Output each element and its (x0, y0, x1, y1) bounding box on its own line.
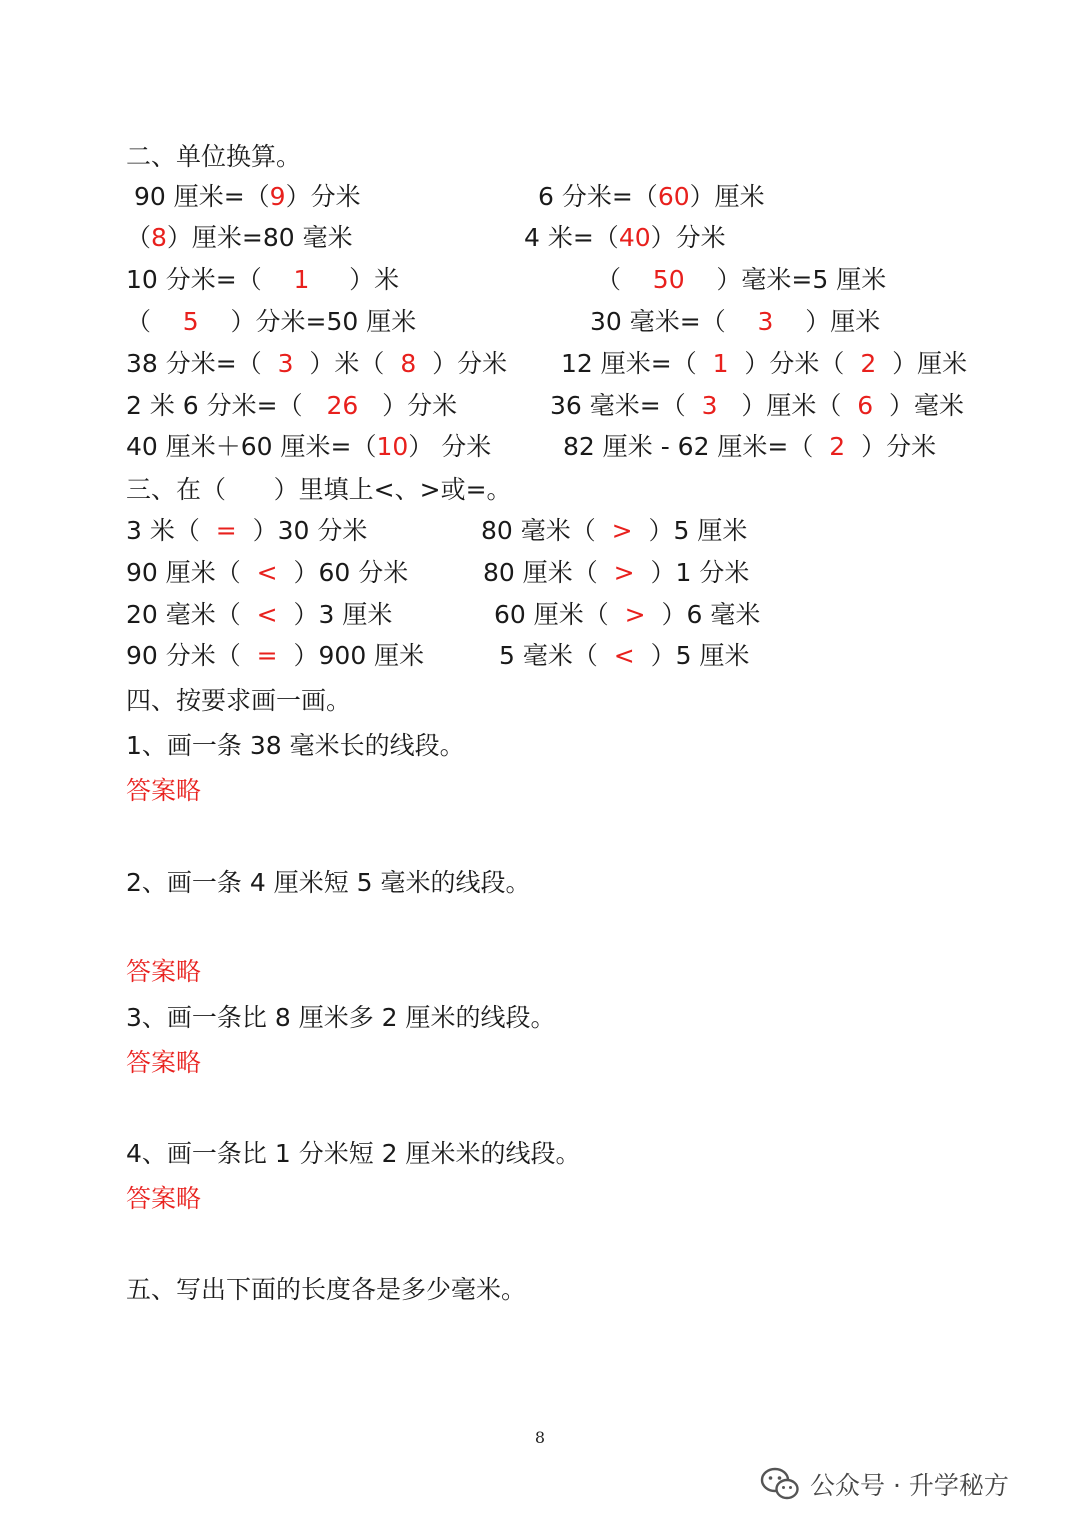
section3-item (494, 598, 760, 632)
answer-value: 9 (269, 182, 286, 211)
problem-text: 12 厘米=（ (561, 349, 713, 378)
section3-item (499, 639, 749, 673)
answer-value: < (613, 641, 635, 670)
problem-text: 3 米（ (126, 516, 216, 545)
answer-value: < (256, 600, 278, 629)
problem-text: （ (126, 307, 183, 336)
problem-text: 20 毫米（ (126, 600, 257, 629)
answer-value: 6 (857, 391, 874, 420)
section3-item (126, 598, 392, 632)
answer-value: 3 (277, 349, 294, 378)
answer-value: = (215, 516, 237, 545)
problem-text: ）分米 (358, 391, 458, 420)
answer-value: 5 (182, 307, 199, 336)
answer-value: 10 (376, 432, 409, 461)
section-2-title: 二、单位换算。 (126, 142, 302, 171)
section2-item (596, 263, 886, 297)
problem-text: 40 厘米＋60 厘米=（ (126, 432, 377, 461)
problem-text: 38 分米=（ (126, 349, 278, 378)
answer-value: 8 (400, 349, 417, 378)
problem-text: （ (596, 265, 653, 294)
question-1: 1、画一条 38 毫米长的线段。 (126, 731, 465, 760)
problem-text: ） 分米 (408, 432, 492, 461)
problem-text: ）米 (309, 265, 400, 294)
section3-item (481, 514, 747, 548)
answer-value: 60 (657, 182, 690, 211)
section2-item (524, 221, 726, 255)
problem-text: ）毫米=5 厘米 (684, 265, 887, 294)
question-2: 2、画一条 4 厘米短 5 毫米的线段。 (126, 868, 531, 897)
problem-text: 80 毫米（ (481, 516, 612, 545)
section2-item (126, 305, 416, 339)
section2-item (126, 430, 491, 464)
answer-value: 3 (701, 391, 718, 420)
problem-text: 4 米=（ (524, 223, 619, 252)
problem-text: ）米（ (293, 349, 401, 378)
answer-2: 答案略 (126, 957, 202, 986)
problem-text: ）分米 (650, 223, 726, 252)
problem-text: 90 厘米=（ (126, 182, 270, 211)
problem-text: 60 厘米（ (494, 600, 625, 629)
section2-item (563, 430, 936, 464)
problem-text: ）5 厘米 (634, 641, 750, 670)
section2-item (561, 347, 967, 381)
section-4-title: 四、按要求画一画。 (126, 686, 352, 715)
problem-text: 90 厘米（ (126, 558, 257, 587)
section3-item (126, 514, 367, 548)
section3-item (126, 556, 408, 590)
problem-text: ）3 厘米 (277, 600, 393, 629)
answer-value: = (256, 641, 278, 670)
problem-text: ）30 分米 (236, 516, 368, 545)
answer-value: > (613, 558, 635, 587)
answer-value: 3 (757, 307, 774, 336)
section2-item (550, 389, 964, 423)
problem-text: 80 厘米（ (483, 558, 614, 587)
problem-text: ）分米（ (728, 349, 861, 378)
problem-text: ）900 厘米 (277, 641, 425, 670)
problem-text: ）5 厘米 (632, 516, 748, 545)
section2-item (126, 347, 507, 381)
problem-text: ）厘米 (876, 349, 968, 378)
problem-text: ）1 分米 (634, 558, 750, 587)
problem-text: （ (126, 223, 152, 252)
problem-text: ）分米=50 厘米 (198, 307, 417, 336)
answer-value: 8 (151, 223, 167, 252)
answer-value: 1 (712, 349, 729, 378)
watermark-text: 公众号 · 升学秘方 (810, 1471, 1009, 1500)
problem-text: ）毫米 (873, 391, 965, 420)
question-3: 3、画一条比 8 厘米多 2 厘米的线段。 (126, 1003, 556, 1032)
section2-item (126, 180, 361, 214)
problem-text: ）分米 (845, 432, 937, 461)
answer-3: 答案略 (126, 1048, 202, 1077)
problem-text: 5 毫米（ (499, 641, 614, 670)
section2-item (126, 263, 399, 297)
problem-text: 6 分米=（ (538, 182, 658, 211)
problem-text: 2 米 6 分米=（ (126, 391, 327, 420)
answer-1: 答案略 (126, 776, 202, 805)
problem-text: 36 毫米=（ (550, 391, 702, 420)
section3-item (483, 556, 749, 590)
answer-4: 答案略 (126, 1184, 202, 1213)
problem-text: 30 毫米=（ (590, 307, 758, 336)
answer-value: < (256, 558, 278, 587)
problem-text: ）厘米（ (717, 391, 858, 420)
answer-value: > (611, 516, 633, 545)
section-3-title: 三、在（ ）里填上<、>或=。 (126, 475, 512, 504)
section2-item (538, 180, 765, 214)
problem-text: ）6 毫米 (645, 600, 761, 629)
answer-value: > (624, 600, 646, 629)
watermark (760, 1464, 1009, 1504)
answer-value: 40 (618, 223, 651, 252)
problem-text: 82 厘米 - 62 厘米=（ (563, 432, 830, 461)
problem-text: ）分米 (285, 182, 361, 211)
wechat-icon (760, 1467, 800, 1501)
problem-text: 10 分米=（ (126, 265, 294, 294)
problem-text: ）厘米 (689, 182, 765, 211)
answer-value: 2 (829, 432, 846, 461)
problem-text: ）厘米 (773, 307, 881, 336)
answer-value: 50 (652, 265, 685, 294)
problem-text: 90 分米（ (126, 641, 257, 670)
problem-text: ）60 分米 (277, 558, 409, 587)
page-number: 8 (534, 1428, 546, 1447)
problem-text: ）分米 (416, 349, 508, 378)
answer-value: 1 (293, 265, 310, 294)
section2-item (126, 221, 353, 255)
answer-value: 26 (326, 391, 359, 420)
section2-item (590, 305, 880, 339)
answer-value: 2 (860, 349, 877, 378)
problem-text: ）厘米=80 毫米 (166, 223, 353, 252)
section2-item (126, 389, 457, 423)
section3-item (126, 639, 424, 673)
section-5-title: 五、写出下面的长度各是多少毫米。 (126, 1275, 527, 1304)
question-4: 4、画一条比 1 分米短 2 厘米米的线段。 (126, 1139, 581, 1168)
